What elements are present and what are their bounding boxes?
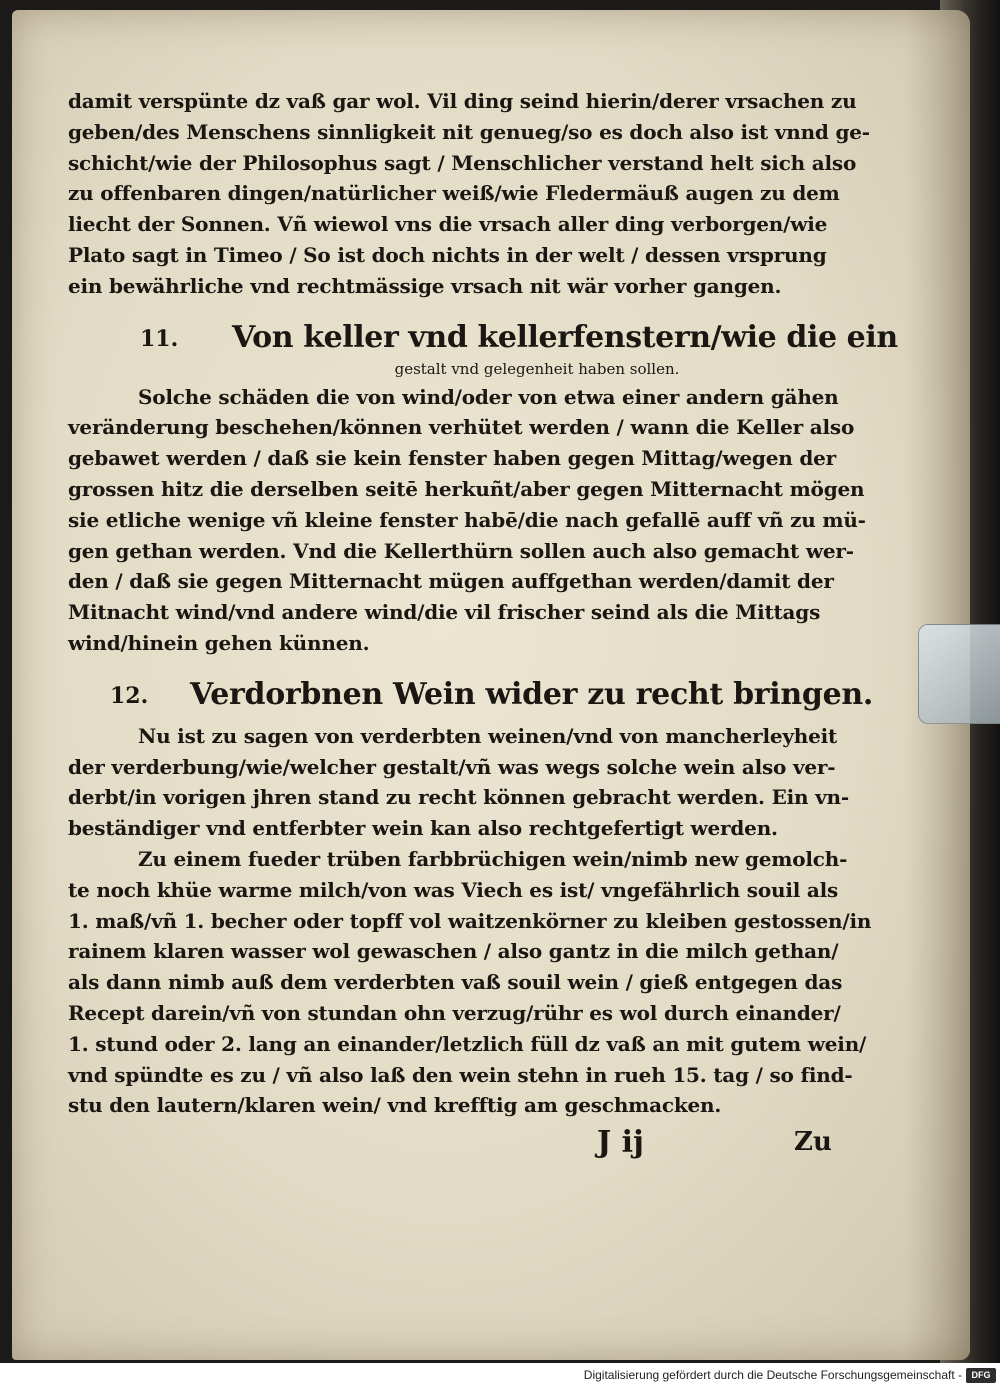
paper-clip-tab [918, 624, 1000, 724]
section-11-heading [68, 319, 898, 366]
text-line: der verderbung/wie/welcher gestalt/vñ was wegs solche wein also ver- [68, 754, 836, 779]
opening-paragraph [68, 86, 870, 302]
text-line: gebawet werden / daß sie kein fenster haben gegen Mittag/wegen der [68, 446, 836, 471]
section-number: 11. [140, 325, 179, 352]
section-number: 12. [110, 682, 149, 709]
section-subtitle: gestalt vnd gelegenheit haben sollen. [394, 359, 680, 378]
section-11-body [68, 382, 866, 659]
text-line: veränderung beschehen/können verhütet werden / wann die Keller also [68, 415, 855, 440]
text-line: rainem klaren wasser wol gewaschen / also gantz in die milch gethan/ [68, 939, 839, 964]
text-line: derbt/in vorigen jhren stand zu recht können gebracht werden. Ein vn- [68, 785, 849, 810]
text-line: Zu einem fueder trüben farbbrüchigen wein/nimb new gemolch- [138, 846, 848, 871]
text-line: Solche schäden die von wind/oder von etwa einer andern gähen [138, 384, 839, 409]
text-line: geben/des Menschens sinnligkeit nit genueg/so es doch also ist vnnd ge- [68, 119, 870, 144]
text-line: wind/hinein gehen künnen. [68, 630, 370, 655]
text-line: gen gethan werden. Vnd die Kellerthürn sollen auch also gemacht wer- [68, 538, 854, 563]
text-line: Plato sagt in Timeo / So ist doch nichts in der welt / dessen vrsprung [68, 242, 827, 267]
text-line: ein bewährliche vnd rechtmässige vrsach nit wär vorher gangen. [68, 273, 782, 298]
text-line: vnd spündte es zu / vñ also laß den wein stehn in rueh 15. tag / so find- [68, 1062, 853, 1087]
signature-mark: J ij [597, 1125, 644, 1161]
section-title: Verdorbnen Wein wider zu recht bringen. [190, 676, 874, 712]
text-line: damit verspünte dz vaß gar wol. Vil ding seind hierin/derer vrsachen zu [68, 89, 857, 113]
text-line: te noch khüe warme milch/von was Viech es ist/ vngefährlich souil als [68, 877, 839, 902]
page-text [68, 86, 898, 1165]
text-line: sie etliche wenige vñ kleine fenster habē/die nach gefallē auff vñ zu mü- [68, 507, 866, 532]
section-title: Von keller vnd kellerfenstern/wie die ein [232, 319, 898, 355]
text-line: Recept darein/vñ von stundan ohn verzug/rühr es wol durch einander/ [68, 1000, 841, 1025]
credit-bar [0, 1363, 1000, 1389]
catchword: Zu [794, 1127, 832, 1158]
text-line: grossen hitz die derselben seitē herkuñt/aber gegen Mitternacht mögen [68, 476, 865, 501]
funding-credit: Digitalisierung gefördert durch die Deutsche Forschungsgemeinschaft - [583, 1368, 962, 1382]
text-line: schicht/wie der Philosophus sagt / Menschlicher verstand helt sich also [68, 150, 857, 175]
page-footer [68, 1125, 856, 1165]
text-line: den / daß sie gegen Mitternacht mügen auffgethan werden/damit der [68, 569, 834, 594]
text-line: liecht der Sonnen. Vñ wiewol vns die vrsach aller ding verborgen/wie [68, 212, 828, 237]
text-line: Mitnacht wind/vnd andere wind/die vil frischer seind als die Mittags [68, 600, 821, 625]
section-12-heading [68, 676, 874, 721]
dfg-logo: DFG [966, 1368, 996, 1383]
text-line: stu den lautern/klaren wein/ vnd krefftig am geschmacken. [68, 1093, 722, 1118]
text-line: zu offenbaren dingen/natürlicher weiß/wie Fledermäuß augen zu dem [68, 181, 840, 206]
text-line: 1. stund oder 2. lang an einander/letzlich füll dz vaß an mit gutem wein/ [68, 1031, 867, 1056]
text-line: beständiger vnd entferbter wein kan also rechtgefertigt werden. [68, 816, 778, 841]
section-12-body [68, 721, 872, 1121]
text-line: 1. maß/vñ 1. becher oder topff vol waitzenkörner zu kleiben gestossen/in [68, 908, 872, 933]
text-line: Nu ist zu sagen von verderbten weinen/vnd von mancherleyheit [138, 723, 838, 748]
text-line: als dann nimb auß dem verderbten vaß souil wein / gieß entgegen das [68, 970, 843, 995]
